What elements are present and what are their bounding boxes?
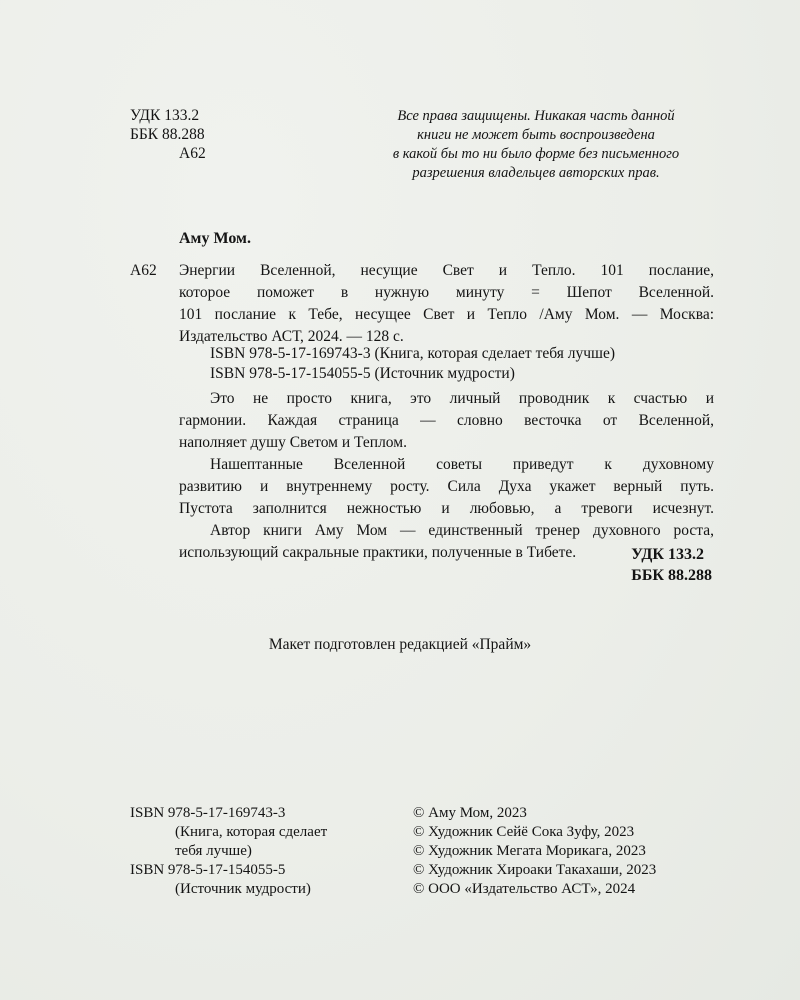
udk-code: УДК 133.2 — [130, 107, 200, 124]
copyright-notice-line: разрешения владельцев авторских прав. — [412, 165, 660, 181]
bibliographic-description — [179, 260, 714, 348]
copyright-notice-line: в какой бы то ни было форме без письменного — [392, 146, 680, 162]
isbn-list — [210, 344, 615, 384]
isbn-line: ISBN 978-5-17-154055-5 (Источник мудрости) — [210, 365, 515, 382]
footer-isbn-line: (Источник мудрости) — [175, 881, 311, 897]
bbk-code: ББК 88.288 — [130, 126, 205, 143]
description-line: Издательство АСТ, 2024. — 128 с. — [179, 328, 404, 345]
classification-codes — [130, 107, 206, 164]
annotation-line: использующий сакральные практики, полученные в Тибете. — [179, 544, 577, 561]
footer-copyrights — [413, 804, 656, 899]
copyright-notice-line: книги не может быть воспроизведена — [417, 127, 655, 143]
annotation-line: Автор книги Аму Мом — единственный тренер духовного роста, — [210, 522, 714, 539]
description-line: 101 послание к Тебе, несущее Свет и Тепло /Аму Мом. — Москва: — [179, 306, 714, 323]
annotation — [179, 388, 714, 564]
copyright-line: © ООО «Издательство АСТ», 2024 — [413, 881, 636, 897]
layout-credit: Макет подготовлен редакцией «Прайм» — [268, 636, 532, 653]
copyright-line: © Аму Мом, 2023 — [413, 805, 527, 821]
copyright-notice — [360, 107, 712, 183]
isbn-line: ISBN 978-5-17-169743-3 (Книга, которая сделает тебя лучше) — [210, 345, 615, 362]
copyright-notice-line: Все права защищены. Никакая часть данной — [397, 108, 675, 124]
udk-code-bold: УДК 133.2 — [631, 546, 704, 563]
copyright-line: © Художник Мегата Морикага, 2023 — [413, 843, 646, 859]
annotation-line: гармонии. Каждая страница — словно весточка от Вселенной, — [179, 412, 714, 429]
description-line: Энергии Вселенной, несущие Свет и Тепло. 101 послание, — [179, 262, 714, 279]
footer-isbn-line: (Книга, которая сделает — [175, 824, 328, 840]
footer-isbn-line: ISBN 978-5-17-169743-3 — [130, 805, 286, 821]
author-name: Аму Мом. — [179, 230, 251, 247]
bbk-code-bold: ББК 88.288 — [631, 567, 712, 584]
annotation-line: Нашептанные Вселенной советы приведут к духовному — [210, 456, 714, 473]
annotation-line: Это не просто книга, это личный проводник к счастью и — [210, 390, 714, 407]
annotation-line: Пустота заполнится нежностью и любовью, а тревоги исчезнут. — [179, 500, 714, 517]
author-index: А62 — [179, 145, 206, 162]
description-line: которое поможет в нужную минуту = Шепот Вселенной. — [179, 284, 714, 301]
entry-index: А62 — [130, 262, 157, 279]
classification-codes-bold — [631, 544, 712, 586]
footer-isbn — [130, 804, 327, 899]
copyright-line: © Художник Сейё Сока Зуфу, 2023 — [413, 824, 635, 840]
footer-isbn-line: тебя лучше) — [175, 843, 252, 859]
copyright-line: © Художник Хироаки Такахаши, 2023 — [413, 862, 657, 878]
annotation-line: развитию и внутреннему росту. Сила Духа укажет верный путь. — [179, 478, 714, 495]
footer-isbn-line: ISBN 978-5-17-154055-5 — [130, 862, 286, 878]
annotation-line: наполняет душу Светом и Теплом. — [179, 434, 407, 451]
